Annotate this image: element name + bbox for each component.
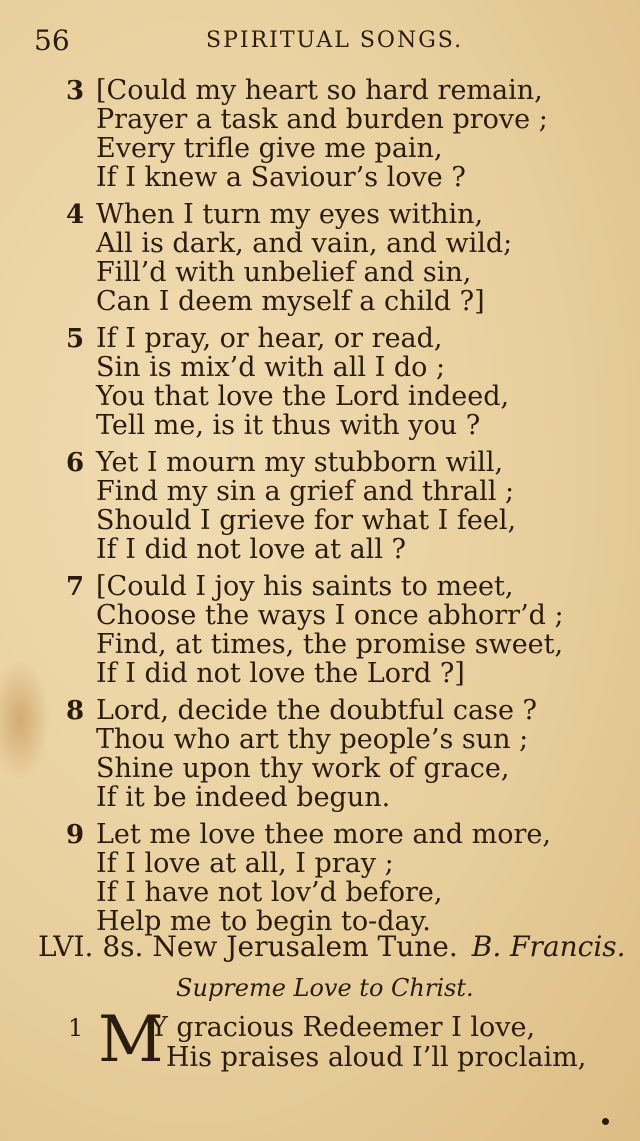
verse-number: 4 (66, 200, 85, 230)
verse-line: Should I grieve for what I feel, (96, 505, 517, 536)
verse-number: 5 (66, 324, 85, 354)
verse-number: 8 (66, 696, 85, 726)
verse-number: 3 (66, 76, 85, 106)
verse-8 (0, 696, 640, 812)
verse-number: 7 (66, 572, 85, 602)
verse-line: If I love at all, I pray ; (96, 848, 394, 879)
verse-line: Can I deem myself a child ?] (96, 286, 485, 317)
verse-line: Sin is mix’d with all I do ; (96, 352, 446, 383)
verse-5 (0, 324, 640, 440)
verse-3 (0, 76, 640, 192)
hymn-composer: B. Francis. (471, 930, 626, 963)
verse-line: Tell me, is it thus with you ? (96, 410, 481, 441)
verse-line: If I pray, or hear, or read, (96, 323, 443, 354)
verse-line: Help me to begin to-day. (96, 906, 431, 937)
verse-line: All is dark, and vain, and wild; (96, 228, 513, 259)
page-number: 56 (34, 24, 70, 57)
verse-number: 9 (66, 820, 85, 850)
verse-line: Find, at times, the promise sweet, (96, 629, 564, 660)
verse-line: If it be indeed begun. (96, 782, 391, 813)
verse-line: If I did not love at all ? (96, 534, 407, 565)
verse-line: His praises aloud I’ll proclaim, (166, 1042, 587, 1073)
verse-line: Thou who art thy people’s sun ; (96, 724, 529, 755)
verse-line: Lord, decide the doubtful case ? (96, 695, 537, 726)
verse-line: Prayer a task and burden prove ; (96, 104, 548, 135)
verse-line: [Could I joy his saints to meet, (96, 571, 514, 602)
drop-cap: M (98, 1003, 164, 1077)
verse-line: Shine upon thy work of grace, (96, 753, 510, 784)
verse-line: If I did not love the Lord ?] (96, 658, 465, 689)
hymn-subtitle: Supreme Love to Christ. (176, 974, 474, 1002)
hymn-title: LVI. 8s. New Jerusalem Tune. (38, 930, 458, 963)
verse-line: You that love the Lord indeed, (96, 381, 510, 412)
verse-number: 6 (66, 448, 85, 478)
verse-line: [Could my heart so hard remain, (96, 75, 543, 106)
verse-line: If I have not lov’d before, (96, 877, 443, 908)
ink-dot (602, 1118, 609, 1125)
verse-line: Fill’d with unbelief and sin, (96, 257, 472, 288)
page-header (0, 24, 640, 64)
verse-number: 1 (68, 1014, 84, 1042)
hymn-verses (0, 76, 640, 944)
verse-line: If I knew a Saviour’s love ? (96, 162, 466, 193)
verse-line: Let me love thee more and more, (96, 819, 551, 850)
verse-4 (0, 200, 640, 316)
verse-7 (0, 572, 640, 688)
verse-line: Every trifle give me pain, (96, 133, 443, 164)
verse-6 (0, 448, 640, 564)
verse-line: When I turn my eyes within, (96, 199, 484, 230)
running-title: SPIRITUAL SONGS. (206, 28, 464, 53)
verse-line: Y gracious Redeemer I love, (150, 1012, 536, 1043)
verse-line: Yet I mourn my stubborn will, (96, 447, 504, 478)
verse-line: Find my sin a grief and thrall ; (96, 476, 515, 507)
hymn-heading (38, 930, 626, 963)
verse-line: Choose the ways I once abhorr’d ; (96, 600, 564, 631)
verse-9 (0, 820, 640, 936)
